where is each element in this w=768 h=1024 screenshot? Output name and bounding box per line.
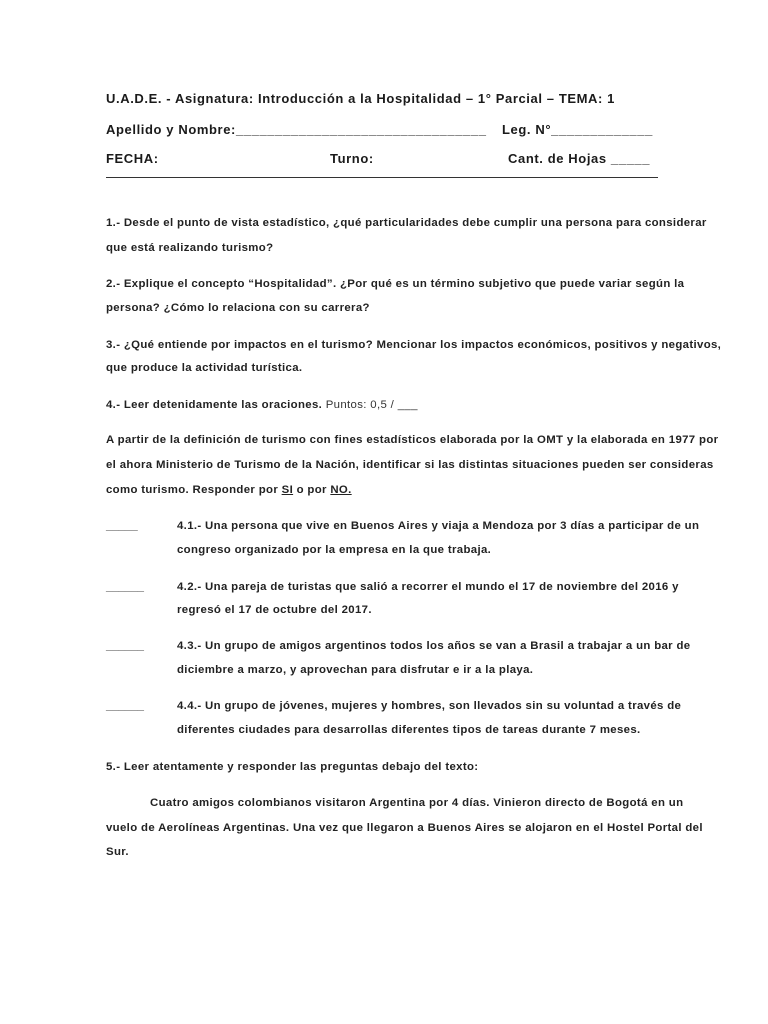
- q4-3-answer-blank[interactable]: ______: [106, 640, 145, 652]
- q3-line2: que produce la actividad turística.: [106, 362, 303, 374]
- q4-2-answer-blank[interactable]: ______: [106, 581, 145, 593]
- q4-intro-line3: [106, 484, 352, 496]
- q5-para-line3: Sur.: [106, 846, 129, 858]
- exam-title: U.A.D.E. - Asignatura: Introducción a la Hospitalidad – 1° Parcial – TEMA: 1: [106, 91, 616, 106]
- q4-intro-pre: como turismo. Responder por: [106, 484, 282, 496]
- q4-1-answer-blank[interactable]: _____: [106, 520, 138, 532]
- hojas-label: Cant. de Hojas _____: [508, 151, 651, 166]
- q5-para-line1: Cuatro amigos colombianos visitaron Argentina por 4 días. Vinieron directo de Bogotá en un: [150, 797, 684, 809]
- name-field-label: Apellido y Nombre:________________________________: [106, 122, 487, 137]
- q4-3-line2: diciembre a marzo, y aprovechan para disfrutar e ir a la playa.: [177, 664, 534, 676]
- q1-line1: 1.- Desde el punto de vista estadístico, ¿qué particularidades debe cumplir una persona para considerar: [106, 217, 707, 229]
- q4-intro-line2: el ahora Ministerio de Turismo de la Nación, identificar si las distintas situaciones pueden ser consideras: [106, 459, 714, 471]
- q4-1-line2: congreso organizado por la empresa en la que trabaja.: [177, 544, 492, 556]
- header-divider: [106, 177, 658, 178]
- q4-intro-no: NO.: [330, 484, 352, 496]
- q4-4-answer-blank[interactable]: ______: [106, 700, 145, 712]
- q4-4-line1: 4.4.- Un grupo de jóvenes, mujeres y hombres, son llevados sin su voluntad a través de: [177, 700, 682, 712]
- q5-para-line2: vuelo de Aerolíneas Argentinas. Una vez que llegaron a Buenos Aires se alojaron en el Hostel Portal del: [106, 822, 703, 834]
- q4-intro-si: SI: [281, 484, 294, 496]
- q4-heading-line: [106, 399, 418, 411]
- q4-4-line2: diferentes ciudades para desarrollas diferentes tipos de tareas durante 7 meses.: [177, 724, 641, 736]
- q4-3-line1: 4.3.- Un grupo de amigos argentinos todos los años se van a Brasil a trabajar a un bar de: [177, 640, 691, 652]
- leg-field-label: Leg. N°_____________: [502, 122, 653, 137]
- q4-2-line1: 4.2.- Una pareja de turistas que salió a recorrer el mundo el 17 de noviembre del 2016 y: [177, 581, 679, 593]
- q4-heading: 4.- Leer detenidamente las oraciones.: [106, 399, 323, 411]
- q2-line1: 2.- Explique el concepto “Hospitalidad”. ¿Por qué es un término subjetivo que puede variar según la: [106, 278, 685, 290]
- fecha-label: FECHA:: [106, 151, 159, 166]
- q4-intro-mid: o por: [293, 484, 331, 496]
- q3-line1: 3.- ¿Qué entiende por impactos en el turismo? Mencionar los impactos económicos, positivos y negativos,: [106, 339, 722, 351]
- turno-label: Turno:: [330, 151, 374, 166]
- q4-1-line1: 4.1.- Una persona que vive en Buenos Aires y viaja a Mendoza por 3 días a participar de un: [177, 520, 700, 532]
- q5-heading: 5.- Leer atentamente y responder las preguntas debajo del texto:: [106, 761, 479, 773]
- q1-line2: que está realizando turismo?: [106, 242, 274, 254]
- q4-intro-line1: A partir de la definición de turismo con fines estadísticos elaborada por la OMT y la elaborada en 1977 por: [106, 434, 719, 446]
- q2-line2: persona? ¿Cómo lo relaciona con su carrera?: [106, 302, 370, 314]
- q4-points: Puntos: 0,5 / ___: [325, 399, 418, 411]
- q4-2-line2: regresó el 17 de octubre del 2017.: [177, 604, 372, 616]
